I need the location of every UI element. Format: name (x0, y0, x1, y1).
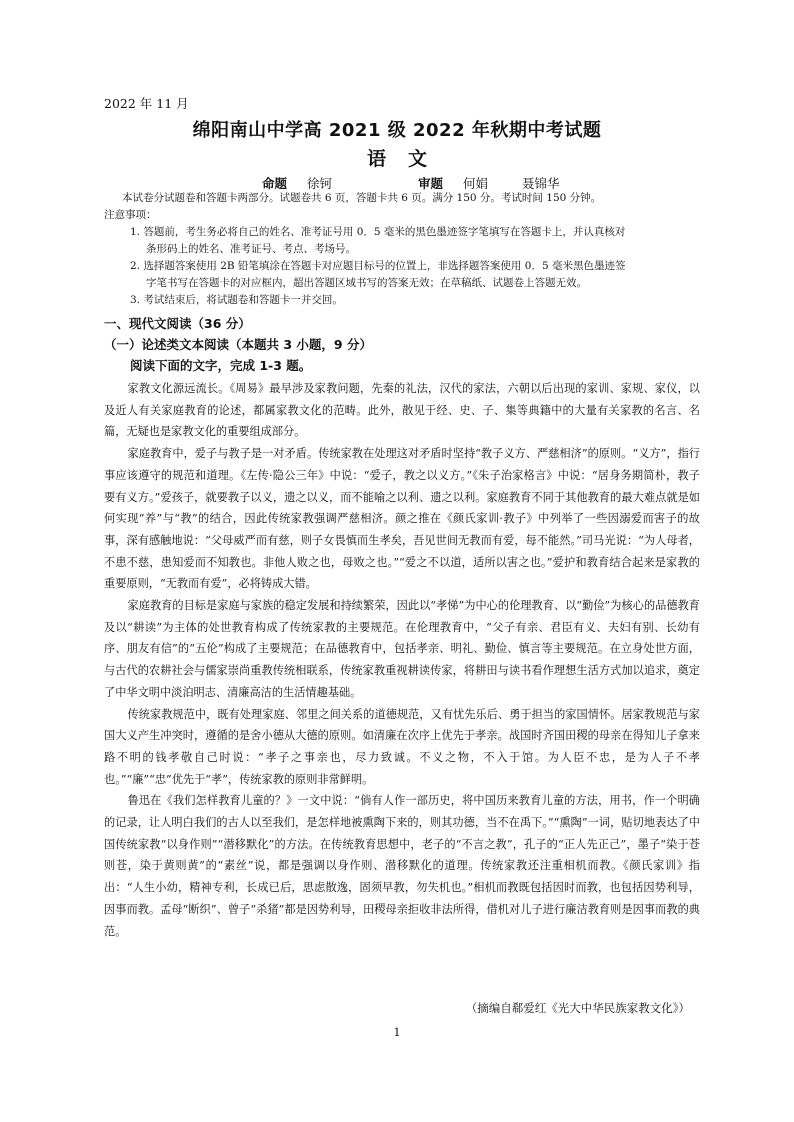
note-item: 1. 答题前，考生务必将自己的姓名、准考证号用 0．5 毫米的黑色墨迹签字笔填写在答题卡上，并认真核对 (130, 226, 626, 238)
exam-info: 本试卷分试题卷和答题卡两部分。试题卷共 6 页，答题卡共 6 页。满分 150 分。考试时间 150 分钟。 (122, 192, 602, 204)
note-item-continued: 条形码上的姓名、准考证号、考点、考场号。 (146, 243, 356, 255)
article-paragraph: 家庭教育中，爱子与教子是一对矛盾。传统家教在处理这对矛盾时坚持“教子义方、严慈相济”的原则。“义方”，指行事应该遵守的规范和道理。《左传·隐公三年》中说：“爱子，教之以义方。”《朱子治家格言》中说：“居身务期简朴，教子要有义方。”爱孩子，就要教子以义，遗之以义，而不能喻之以利、遗之以利。家庭教育不同于其他教育的最大难点就是如何实现“养”与“教”的结合，因此传统家教强调严慈相济。颜之推在《颜氏家训·教子》中列举了一些因溺爱而害子的故事，深有感触地说：“父母威严而有慈，则子女畏慎而生孝矣，吾见世间无教而有爱，每不能然。”司马光说：“为人母者，不患不慈，患知爱而不知教也。非他人败之也，母败之也。”“爱之不以道，适所以害之也。”爱护和教育结合起来是家教的重要原则，“无教而有爱”，必将铸成大错。 (104, 447, 700, 591)
reviewer-name-2: 聂锦华 (521, 176, 560, 191)
reviewer-label: 审题 (417, 176, 443, 191)
exam-title: 绵阳南山中学高 2021 级 2022 年秋期中考试题 (192, 120, 602, 141)
section-heading: 一、现代文阅读（36 分） (104, 316, 251, 331)
note-item: 2. 选择题答案使用 2B 铅笔填涂在答题卡对应题目标号的位置上，非选择题答案使用 0．5 毫米黑色墨迹签 (130, 260, 626, 272)
reviewer-name-1: 何娟 (462, 176, 488, 191)
notes-title: 注意事项： (104, 209, 157, 221)
exam-date: 2022 年 11 月 (104, 96, 189, 111)
article-paragraph: 家教文化源远流长。《周易》最早涉及家教问题，先秦的礼法，汉代的家法，六朝以后出现的家训、家规、家仪，以及近人有关家庭教育的论述，都属家教文化的范畴。此外，散见于经、史、子、集等典籍中的大量有关家教的名言、名篇，无疑也是家教文化的重要组成部分。 (104, 382, 700, 439)
article-body (104, 378, 700, 942)
article-paragraph: 鲁迅在《我们怎样教育儿童的？》一文中说：“倘有人作一部历史，将中国历来教育儿童的方法，用书，作一个明确的记录，让人明白我们的古人以至我们，是怎样地被熏陶下来的，则其功德，当不在禹下。”“熏陶”一词，贴切地表达了中国传统家教“以身作则”“潜移默化”的方法。在传统教育思想中，老子的“不言之教”，孔子的“正人先正己”，墨子“染于苍则苍，染于黄则黄”的“素丝”说，都是强调以身作则、潜移默化的道理。传统家教还注重相机而教。《颜氏家训》指出：“人生小幼，精神专利，长成已后，思虑散逸，固须早教，勿失机也。”相机而教既包括因时而教，也包括因势利导，因事而教。孟母“断织”、曾子“杀猪”都是因势利导，田稷母亲拒收非法所得，借机对儿子进行廉洁教育则是因事而教的典范。 (104, 794, 700, 938)
notes-list (104, 224, 704, 309)
reading-prompt: 阅读下面的文字，完成 1-3 题。 (130, 358, 312, 373)
subsection-heading: （一）论述类文本阅读（本题共 3 小题，9 分） (104, 337, 372, 352)
exam-instructions (104, 190, 704, 309)
article-paragraph: 传统家教规范中，既有处理家庭、邻里之间关系的道德规范，又有忧先乐后、勇于担当的家国情怀。居家教规范与家国大义产生冲突时，遵循的是舍小德从大德的原则。如清廉在次序上优先于孝亲。战国时齐国田稷的母亲在得知儿子拿来路不明的钱孝敬自己时说：“孝子之事亲也，尽力致诚。不义之物，不入于馆。为人臣不忠，是为人子不孝也。”“廉”“忠”优先于“孝”，传统家教的原则非常鲜明。 (104, 707, 700, 786)
article-source: （摘编自郗爱红《光大中华民族家教文化》） (465, 1001, 690, 1015)
subject-title: 语文 (366, 148, 449, 170)
article-paragraph: 家庭教育的目标是家庭与家族的稳定发展和持续繁荣，因此以“孝悌”为中心的伦理教育、以“勤俭”为核心的品德教育及以“耕读”为主体的处世教育构成了传统家教的主要规范。在伦理教育中，“父子有亲、君臣有义、夫妇有别、长幼有序、朋友有信”的“五伦”构成了主要规范；在品德教育中，包括孝亲、明礼、勤俭、慎言等主要规范。在立身处世方面，与古代的农耕社会与儒家崇尚重教传统相联系，传统家教重视耕读传家，将耕田与读书看作理想生活方式加以追求，奠定了中华文明中淡泊明志、清廉高洁的生活情趣基础。 (104, 599, 700, 699)
page-number: 1 (393, 1026, 401, 1039)
proposer-label: 命题 (262, 176, 288, 191)
note-item: 3. 考试结束后，将试题卷和答题卡一并交回。 (130, 294, 343, 306)
proposer-name: 徐钶 (306, 176, 332, 191)
note-item-continued: 字笔书写在答题卡的对应框内，超出答题区域书写的答案无效；在草稿纸、试题卷上答题无效。 (146, 277, 587, 289)
